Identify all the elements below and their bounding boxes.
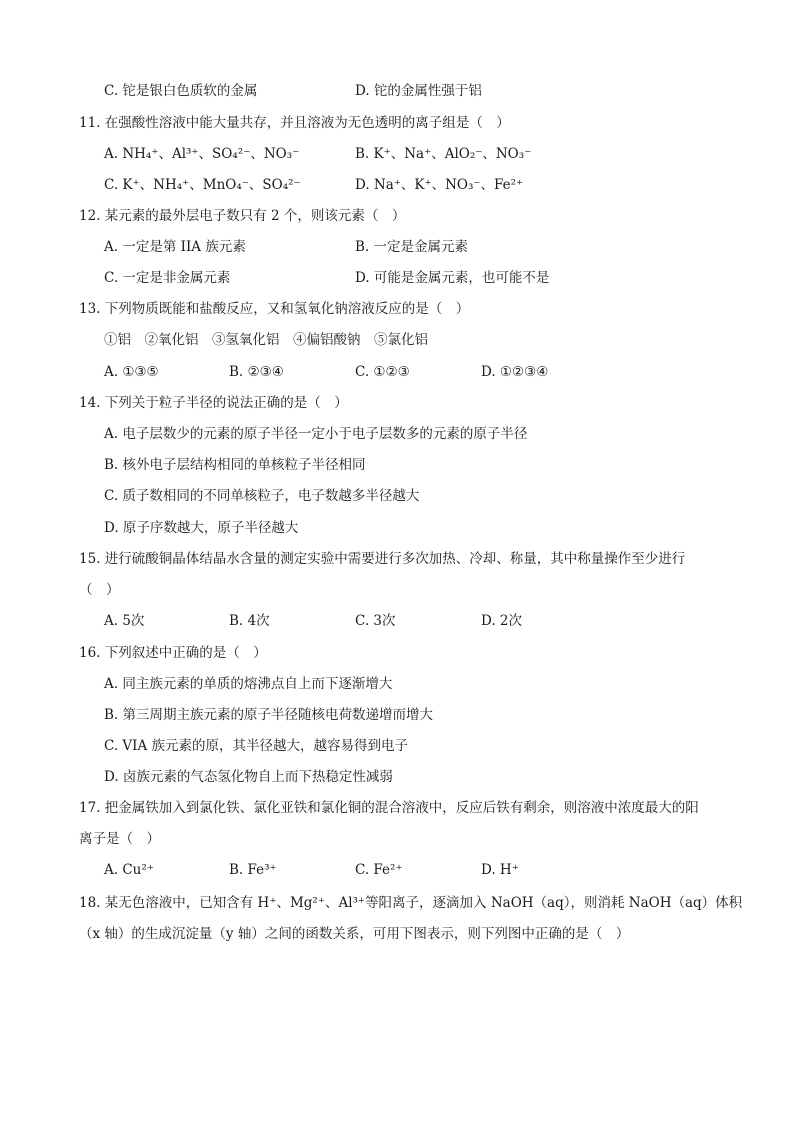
q14-option-d: D. 原子序数越大，原子半径越大: [104, 520, 299, 536]
q17-stem: 17. 把金属铁加入到氯化铁、氯化亚铁和氯化铜的混合溶液中，反应后铁有剩余，则溶液中浓度最大的阳: [79, 800, 699, 816]
q14-stem: 14. 下列关于粒子半径的说法正确的是（ ）: [79, 395, 348, 411]
q16-stem: 16. 下列叙述中正确的是（ ）: [79, 645, 267, 661]
q18-stem-cont: （x 轴）的生成沉淀量（y 轴）之间的函数关系，可用下图表示，则下列图中正确的是（ ）: [79, 926, 630, 942]
q13-option-a: A. ①③⑤: [104, 364, 159, 380]
q11-stem: 11. 在强酸性溶液中能大量共存，并且溶液为无色透明的离子组是（ ）: [79, 115, 510, 131]
q12-option-a: A. 一定是第 IIA 族元素: [104, 239, 246, 255]
q10-option-d: D. 铊的金属性强于铝: [355, 83, 482, 99]
q12-stem: 12. 某元素的最外层电子数只有 2 个，则该元素（ ）: [79, 208, 406, 224]
q16-option-a: A. 同主族元素的单质的熔沸点自上而下逐渐增大: [104, 676, 393, 692]
q15-option-d: D. 2次: [481, 613, 523, 629]
q15-option-b: B. 4次: [229, 613, 270, 629]
q10-option-c: C. 铊是银白色质软的金属: [104, 83, 258, 99]
q11-option-c: C. K⁺、NH₄⁺、MnO₄⁻、SO₄²⁻: [104, 177, 301, 193]
q13-option-b: B. ②③④: [229, 364, 284, 380]
q16-option-c: C. VIA 族元素的原，其半径越大，越容易得到电子: [104, 738, 409, 754]
q11-option-d: D. Na⁺、K⁺、NO₃⁻、Fe²⁺: [355, 177, 524, 193]
q12-option-d: D. 可能是金属元素，也可能不是: [355, 270, 550, 286]
q18-stem: 18. 某无色溶液中，已知含有 H⁺、Mg²⁺、Al³⁺等阳离子，逐滴加入 NaOH（aq），则消耗 NaOH（aq）体积: [79, 895, 743, 911]
q17-stem-cont: 离子是（ ）: [79, 831, 160, 847]
q14-option-a: A. 电子层数少的元素的原子半径一定小于电子层数多的元素的原子半径: [104, 426, 528, 442]
q13-stem: 13. 下列物质既能和盐酸反应，又和氢氧化钠溶液反应的是（ ）: [79, 301, 470, 317]
q15-stem: 15. 进行硫酸铜晶体结晶水含量的测定实验中需要进行多次加热、冷却、称量，其中称量操作至少进行: [79, 551, 686, 567]
q14-option-b: B. 核外电子层结构相同的单核粒子半径相同: [104, 457, 366, 473]
q14-option-c: C. 质子数相同的不同单核粒子，电子数越多半径越大: [104, 488, 420, 504]
q13-items: ①铝 ②氧化铝 ③氢氧化铝 ④偏铝酸钠 ⑤氯化铝: [104, 332, 428, 348]
q17-option-b: B. Fe³⁺: [229, 862, 277, 878]
q11-option-a: A. NH₄⁺、Al³⁺、SO₄²⁻、NO₃⁻: [104, 146, 300, 162]
q13-option-c: C. ①②③: [355, 364, 410, 380]
q17-option-c: C. Fe²⁺: [355, 862, 403, 878]
q15-option-a: A. 5次: [104, 613, 145, 629]
q13-option-d: D. ①②③④: [481, 364, 549, 380]
q16-option-b: B. 第三周期主族元素的原子半径随核电荷数递增而增大: [104, 707, 434, 723]
q12-option-c: C. 一定是非金属元素: [104, 270, 231, 286]
q16-option-d: D. 卤族元素的气态氢化物自上而下热稳定性减弱: [104, 769, 393, 785]
q11-option-b: B. K⁺、Na⁺、AlO₂⁻、NO₃⁻: [355, 146, 532, 162]
q17-option-d: D. H⁺: [481, 862, 519, 878]
q12-option-b: B. 一定是金属元素: [355, 239, 469, 255]
q15-stem-cont: （ ）: [79, 582, 120, 598]
q17-option-a: A. Cu²⁺: [104, 862, 154, 878]
q15-option-c: C. 3次: [355, 613, 396, 629]
